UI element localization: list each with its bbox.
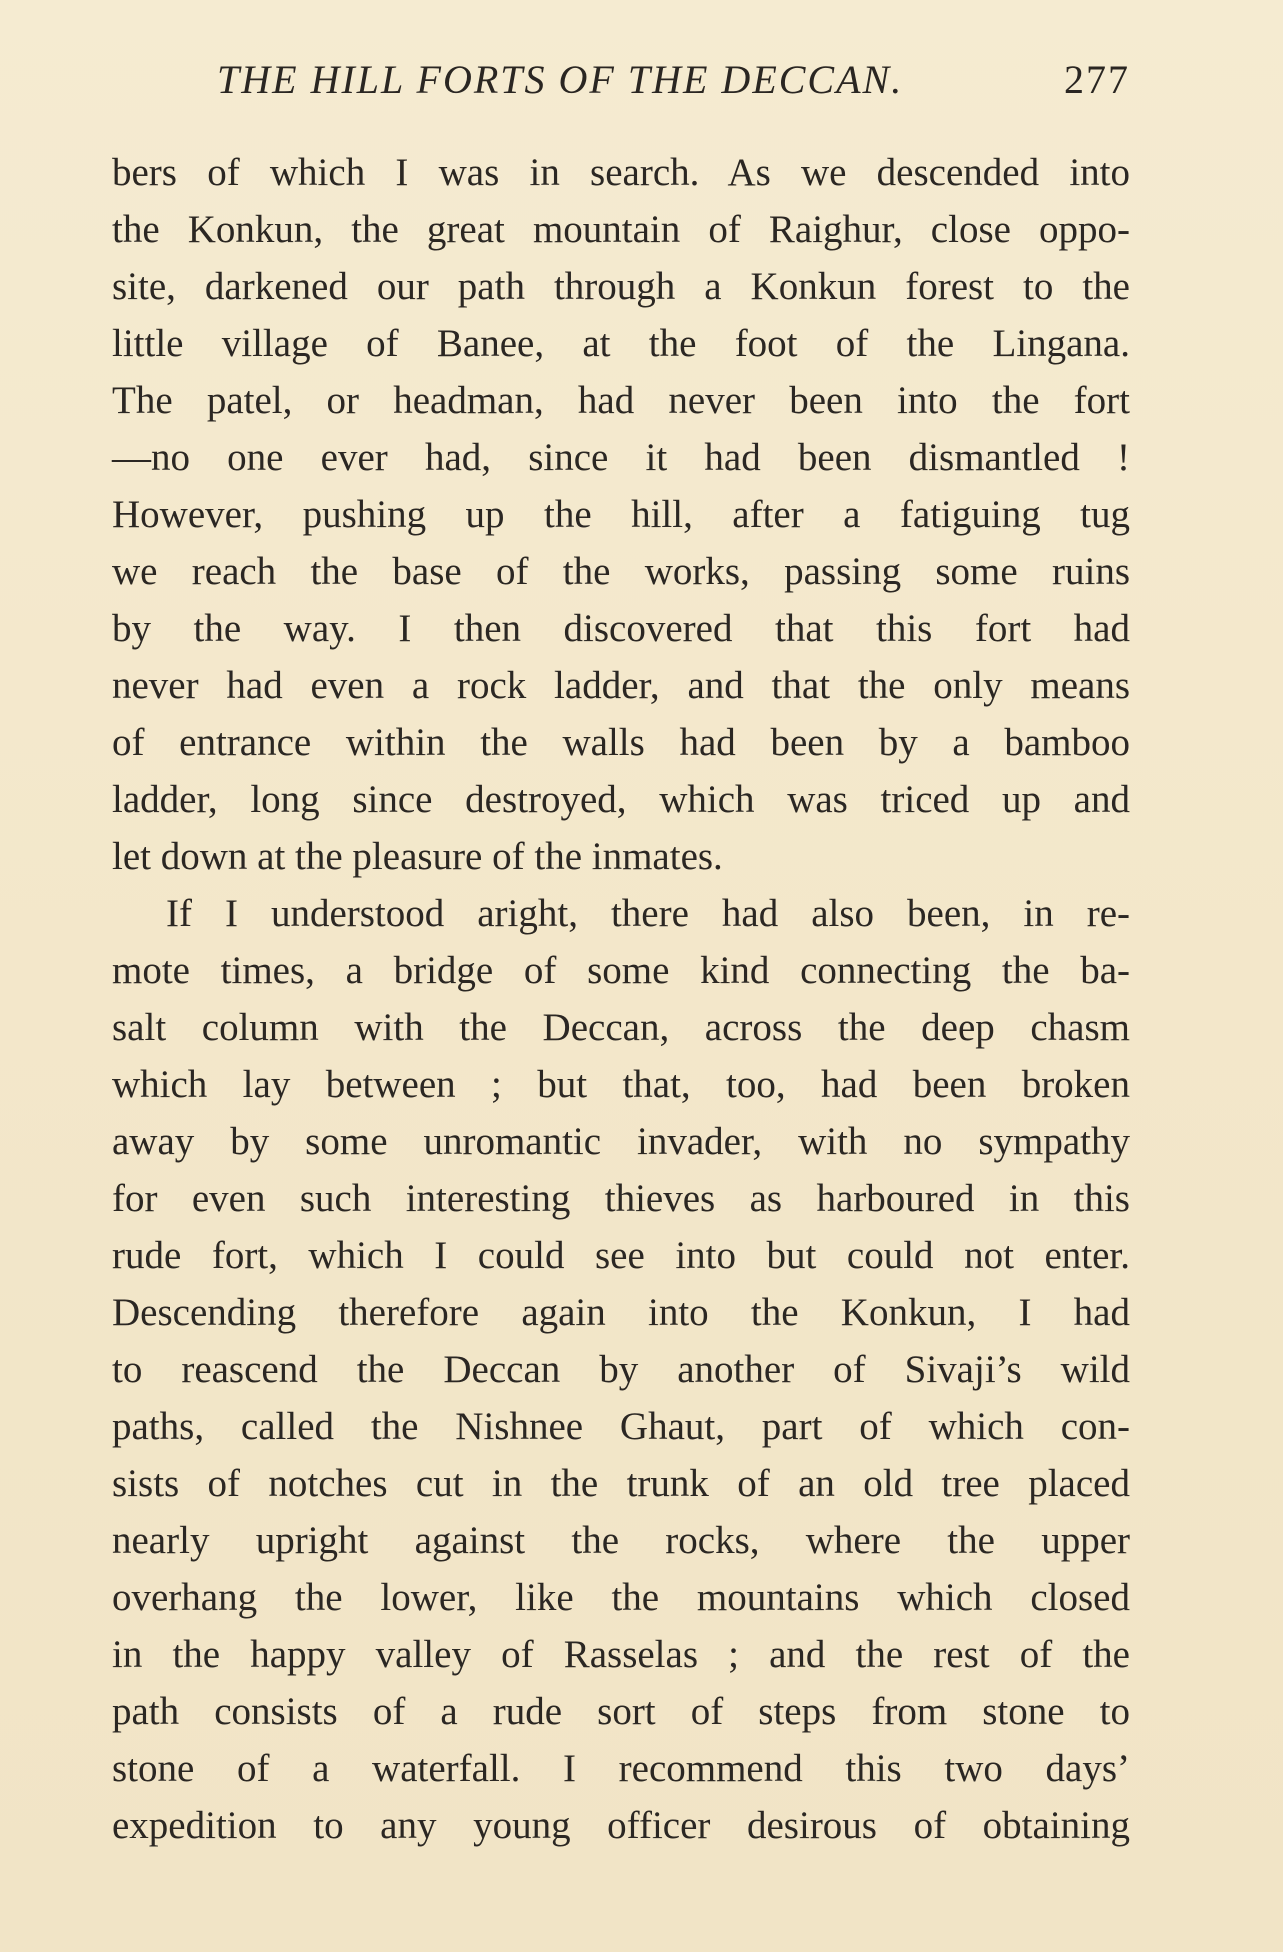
text-line: Descending therefore again into the Konkun, I had <box>112 1291 1130 1334</box>
text-line: in the happy valley of Rasselas ; and the rest of the <box>112 1633 1130 1676</box>
running-head <box>112 52 1130 112</box>
page-number: 277 <box>1064 57 1130 102</box>
text-line: to reascend the Deccan by another of Sivaji’s wild <box>112 1348 1130 1391</box>
text-line: let down at the pleasure of the inmates. <box>112 835 723 878</box>
text-line: The patel, or headman, had never been into the fort <box>112 379 1130 422</box>
text-line: paths, called the Nishnee Ghaut, part of which con- <box>112 1405 1130 1448</box>
text-line: salt column with the Deccan, across the deep chasm <box>112 1006 1130 1049</box>
text-line: bers of which I was in search. As we descended into <box>112 151 1130 194</box>
text-line: which lay between ; but that, too, had been broken <box>112 1063 1130 1106</box>
text-line: path consists of a rude sort of steps from stone to <box>112 1690 1130 1733</box>
text-line: sists of notches cut in the trunk of an old tree placed <box>112 1462 1130 1505</box>
text-line: stone of a waterfall. I recommend this two days’ <box>112 1747 1130 1790</box>
text-line: rude fort, which I could see into but could not enter. <box>112 1234 1130 1277</box>
text-line: by the way. I then discovered that this fort had <box>112 607 1130 650</box>
text-line: away by some unromantic invader, with no sympathy <box>112 1120 1130 1163</box>
text-line: for even such interesting thieves as harboured in this <box>112 1177 1130 1220</box>
text-line: expedition to any young officer desirous of obtaining <box>112 1804 1130 1847</box>
text-line: we reach the base of the works, passing some ruins <box>112 550 1130 593</box>
text-line: the Konkun, the great mountain of Raighur, close oppo- <box>112 208 1130 251</box>
text-line: site, darkened our path through a Konkun forest to the <box>112 265 1130 308</box>
text-line: ladder, long since destroyed, which was triced up and <box>112 778 1130 821</box>
running-title: THE HILL FORTS OF THE DECCAN. <box>217 57 904 102</box>
text-line: —no one ever had, since it had been dismantled ! <box>112 436 1130 479</box>
text-line: nearly upright against the rocks, where the upper <box>112 1519 1130 1562</box>
text-line: However, pushing up the hill, after a fatiguing tug <box>112 493 1130 536</box>
text-line: never had even a rock ladder, and that the only means <box>112 664 1130 707</box>
text-line: mote times, a bridge of some kind connecting the ba- <box>112 949 1130 992</box>
body-text <box>112 144 1130 1854</box>
text-line: of entrance within the walls had been by a bamboo <box>112 721 1130 764</box>
text-line: overhang the lower, like the mountains which closed <box>112 1576 1130 1619</box>
text-line: little village of Banee, at the foot of the Lingana. <box>112 322 1130 365</box>
text-line: If I understood aright, there had also been, in re- <box>166 892 1130 935</box>
